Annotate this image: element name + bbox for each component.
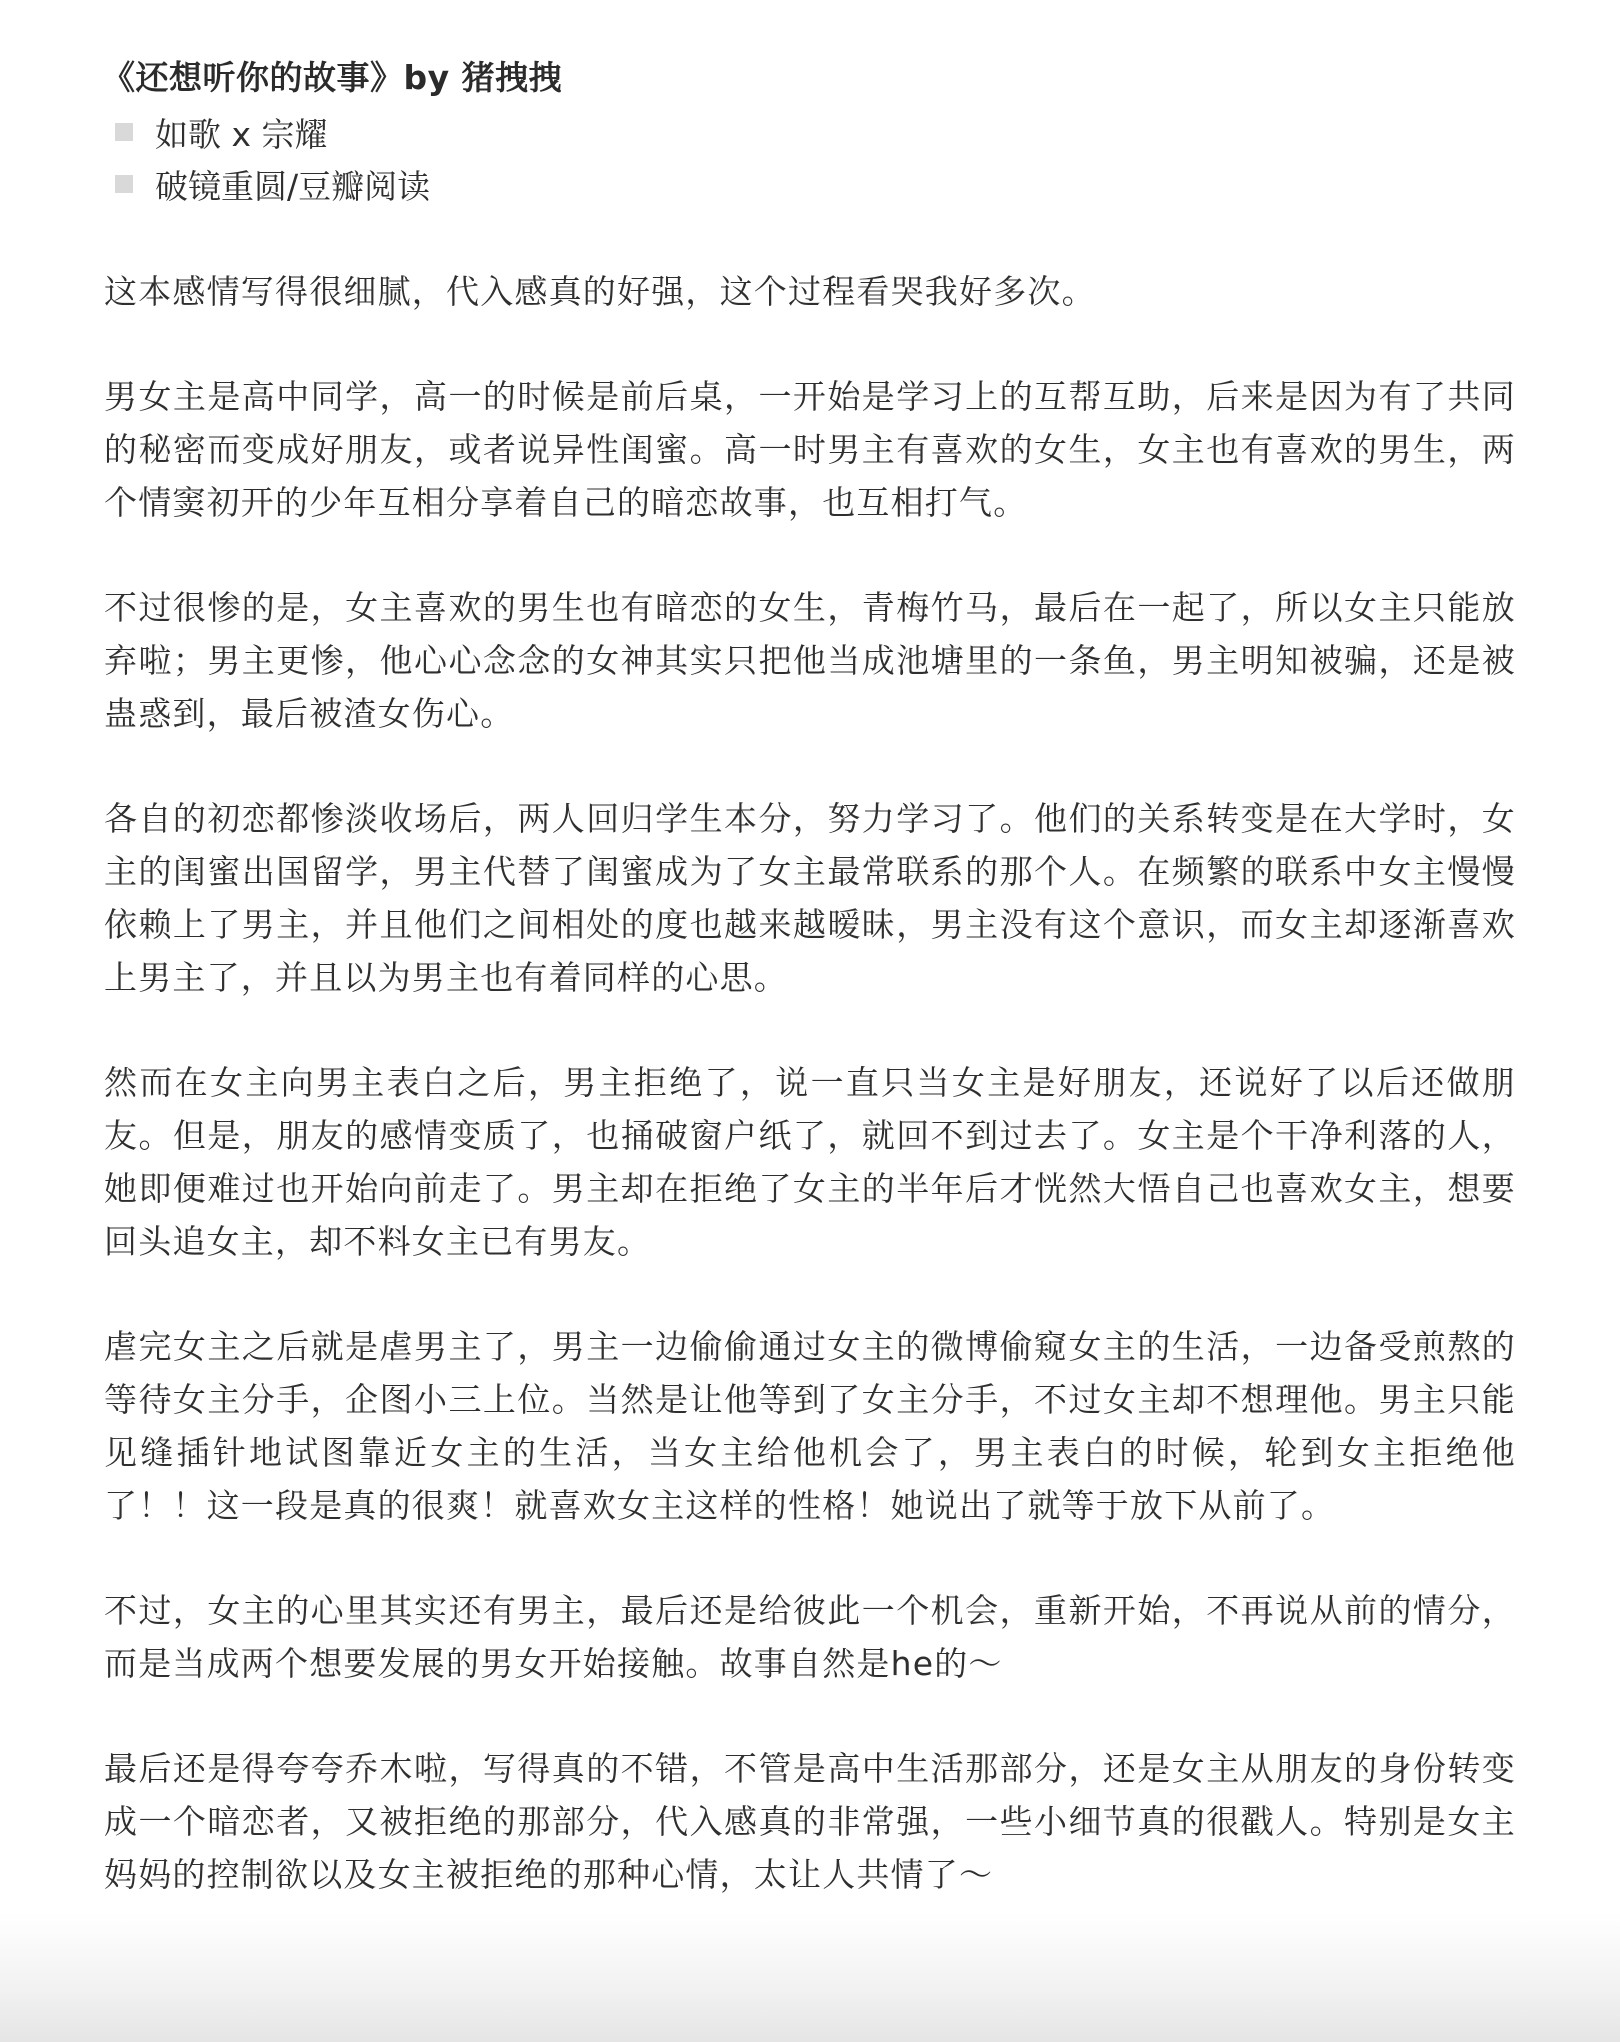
paragraph-2: 男女主是高中同学，高一的时候是前后桌，一开始是学习上的互帮互助，后来是因为有了共同的秘密而变成好朋友，或者说异性闺蜜。高一时男主有喜欢的女生，女主也有喜欢的男生，两个情窦初开的少年互相分享着自己的暗恋故事，也互相打气。: [104, 377, 1516, 522]
tag-text: 如歌 x 宗耀: [155, 114, 328, 154]
square-bullet-icon: [115, 175, 133, 193]
paragraph-8: 最后还是得夸夸乔木啦，写得真的不错，不管是高中生活那部分，还是女主从朋友的身份转变成一个暗恋者，又被拒绝的那部分，代入感真的非常强，一些小细节真的很戳人。特别是女主妈妈的控制欲以及女主被拒绝的那种心情，太让人共情了～: [104, 1749, 1516, 1894]
review-body: [104, 265, 1516, 1953]
book-title: 《还想听你的故事》by 猪拽拽: [102, 58, 563, 97]
square-bullet-icon: [115, 123, 133, 141]
paragraph-7: 不过，女主的心里其实还有男主，最后还是给彼此一个机会，重新开始，不再说从前的情分，而是当成两个想要发展的男女开始接触。故事自然是he的～: [104, 1591, 1516, 1683]
paragraph-3: 不过很惨的是，女主喜欢的男生也有暗恋的女生，青梅竹马，最后在一起了，所以女主只能放弃啦；男主更惨，他心心念念的女神其实只把他当成池塘里的一条鱼，男主明知被骗，还是被蛊惑到，最后被渣女伤心。: [104, 588, 1516, 733]
tag-item-genre: [115, 158, 430, 210]
tag-item-characters: [115, 106, 430, 158]
paragraph-4: 各自的初恋都惨淡收场后，两人回归学生本分，努力学习了。他们的关系转变是在大学时，女主的闺蜜出国留学，男主代替了闺蜜成为了女主最常联系的那个人。在频繁的联系中女主慢慢依赖上了男主，并且他们之间相处的度也越来越暧昧，男主没有这个意识，而女主却逐渐喜欢上男主了，并且以为男主也有着同样的心思。: [104, 799, 1516, 997]
paragraph-6: 虐完女主之后就是虐男主了，男主一边偷偷通过女主的微博偷窥女主的生活，一边备受煎熬的等待女主分手，企图小三上位。当然是让他等到了女主分手，不过女主却不想理他。男主只能见缝插针地试图靠近女主的生活，当女主给他机会了，男主表白的时候，轮到女主拒绝他了！！这一段是真的很爽！就喜欢女主这样的性格！她说出了就等于放下从前了。: [104, 1327, 1516, 1525]
tag-text: 破镜重圆/豆瓣阅读: [155, 166, 431, 206]
tag-list: [115, 106, 430, 210]
paragraph-1: 这本感情写得很细腻，代入感真的好强，这个过程看哭我好多次。: [104, 272, 1096, 311]
paragraph-5: 然而在女主向男主表白之后，男主拒绝了，说一直只当女主是好朋友，还说好了以后还做朋友。但是，朋友的感情变质了，也捅破窗户纸了，就回不到过去了。女主是个干净利落的人，她即便难过也开始向前走了。男主却在拒绝了女主的半年后才恍然大悟自己也喜欢女主，想要回头追女主，却不料女主已有男友。: [104, 1063, 1516, 1261]
